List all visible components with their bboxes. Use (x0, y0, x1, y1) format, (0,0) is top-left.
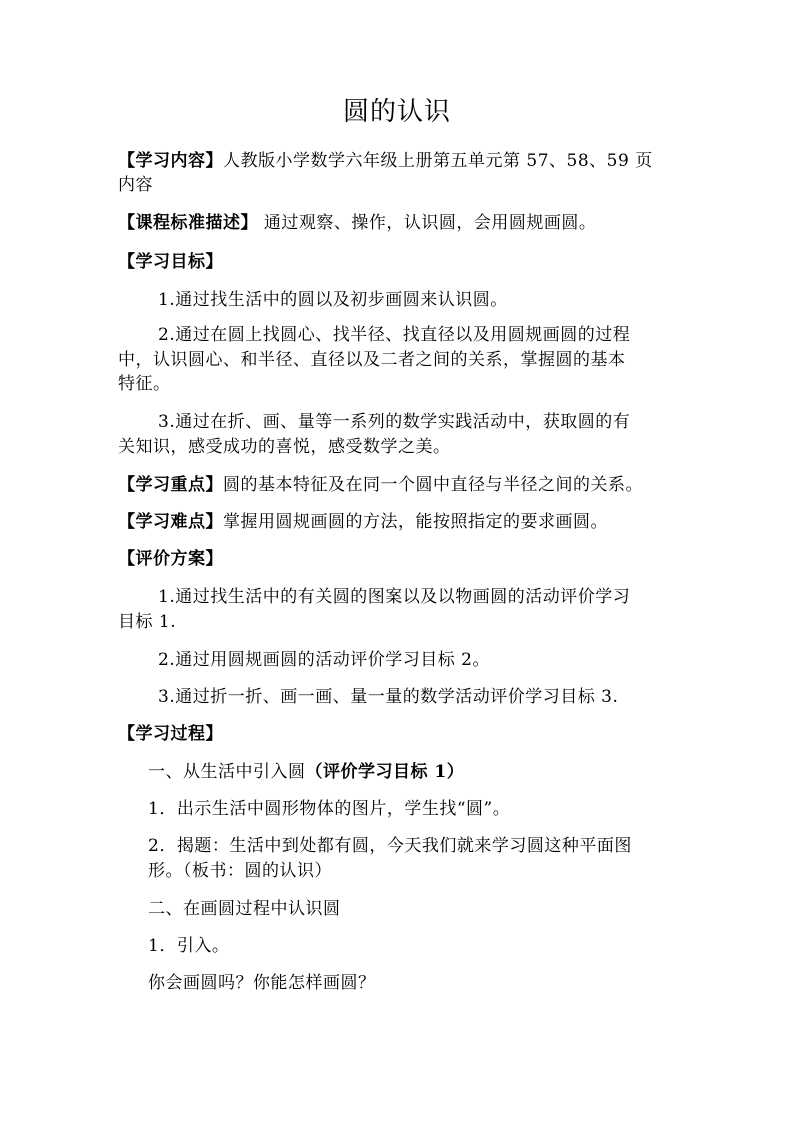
content-text: 人教版小学数学六年级上册第五单元第 57、58、59 页 (223, 151, 653, 171)
content-label: 【学习内容】 (118, 151, 223, 171)
evaluation-1-line-1: 1.通过找生活中的有关圆的图案以及以物画圆的活动评价学习 (158, 587, 631, 607)
process-label: 【学习过程】 (118, 724, 223, 744)
section-2-heading: 二、在画圆过程中认识圆 (148, 899, 341, 919)
goal-3-line-2: 关知识，感受成功的喜悦，感受数学之美。 (118, 437, 451, 457)
evaluation-3: 3.通过折一折、画一画、量一量的数学活动评价学习目标 3. (158, 687, 619, 707)
section-2-point-1: 1．引入。 (148, 936, 230, 956)
content-line (118, 151, 653, 171)
evaluation-label: 【评价方案】 (118, 549, 223, 569)
content-text-cont: 内容 (118, 175, 153, 195)
section-2-question: 你会画圆吗？你能怎样画圆？ (148, 973, 376, 993)
key-point-line (118, 475, 643, 495)
standard-text: 通过观察、操作，认识圆，会用圆规画圆。 (258, 213, 597, 233)
section-1-point-2-line-1: 2．揭题：生活中到处都有圆，今天我们就来学习圆这种平面图 (148, 836, 632, 856)
section-1-point-2-line-2: 形。（板书：圆的认识） (148, 861, 332, 881)
section-1-text: 一、从生活中引入圆 (148, 762, 306, 782)
goal-2-line-2: 中，认识圆心、和半径、直径以及二者之间的关系，掌握圆的基本 (118, 350, 626, 370)
difficulty-line (118, 512, 608, 532)
evaluation-2: 2.通过用圆规画圆的活动评价学习目标 2。 (158, 650, 490, 670)
section-1-heading (148, 762, 464, 782)
goals-label: 【学习目标】 (118, 252, 223, 272)
goal-2-line-3: 特征。 (118, 374, 171, 394)
key-point-text: 圆的基本特征及在同一个圆中直径与半径之间的关系。 (223, 475, 643, 495)
standard-line (118, 213, 596, 233)
document-title: 圆的认识 (342, 97, 451, 127)
evaluation-1-line-2: 目标 1. (118, 612, 177, 632)
goal-2-line-1: 2.通过在圆上找圆心、找半径、找直径以及用圆规画圆的过程 (158, 325, 631, 345)
goal-3-line-1: 3.通过在折、画、量等一系列的数学实践活动中，获取圆的有 (158, 412, 631, 432)
difficulty-text: 掌握用圆规画圆的方法，能按照指定的要求画圆。 (223, 512, 608, 532)
difficulty-label: 【学习难点】 (118, 512, 223, 532)
section-1-eval: （评价学习目标 1） (305, 762, 465, 782)
standard-label: 【课程标准描述】 (118, 213, 258, 233)
goal-1: 1.通过找生活中的圆以及初步画圆来认识圆。 (158, 290, 508, 310)
section-1-point-1: 1．出示生活中圆形物体的图片，学生找“圆”。 (148, 799, 511, 819)
key-point-label: 【学习重点】 (118, 475, 223, 495)
